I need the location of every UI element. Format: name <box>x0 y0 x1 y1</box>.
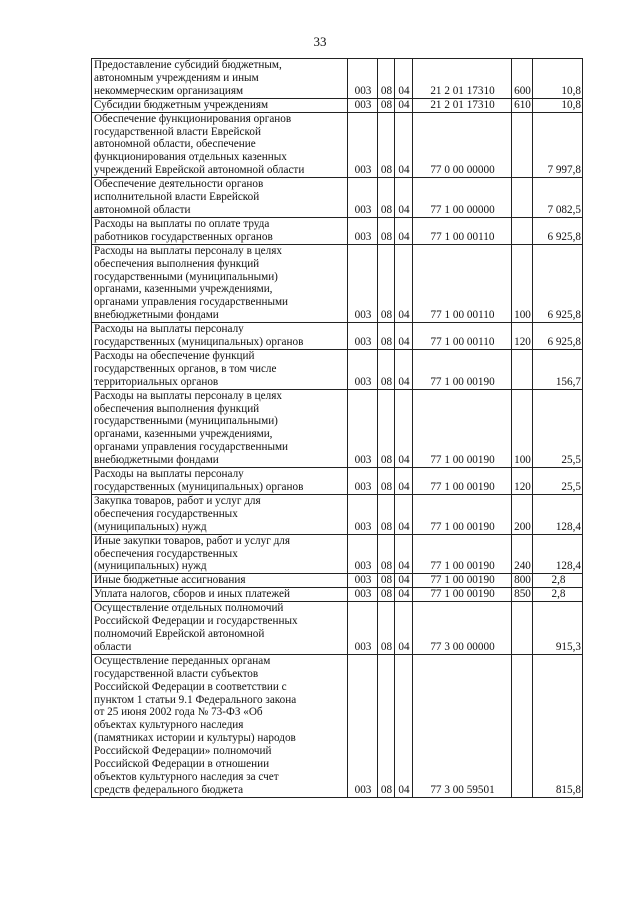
target-article-code: 77 1 00 00190 <box>413 574 512 588</box>
subsection-code: 04 <box>395 59 413 99</box>
ministry-code: 003 <box>348 654 378 797</box>
subsection-code: 04 <box>395 534 413 574</box>
table-row <box>92 389 583 467</box>
table-row <box>92 112 583 178</box>
target-article-code: 21 2 01 17310 <box>413 98 512 112</box>
target-article-code: 77 0 00 00000 <box>413 112 512 178</box>
row-name: Осуществление переданных органам государственной власти субъектов Российской Федерации в соответствии с пунктом 1 статьи 9.1 Федерального закона от 25 июня 2002 года № 73-ФЗ «Об объектах культурного наследия (памятниках истории и культуры) народов Российской Федерации» полномочий Российской Федерации в отношении объектов культурного наследия за счет средств федерального бюджета <box>92 654 348 797</box>
section-code: 08 <box>378 389 395 467</box>
section-code: 08 <box>378 534 395 574</box>
target-article-code: 77 1 00 00110 <box>413 323 512 350</box>
section-code: 08 <box>378 59 395 99</box>
table-row <box>92 98 583 112</box>
table-row <box>92 323 583 350</box>
ministry-code: 003 <box>348 574 378 588</box>
subsection-code: 04 <box>395 98 413 112</box>
target-article-code: 77 1 00 00190 <box>413 534 512 574</box>
expense-type-code: 120 <box>512 468 533 495</box>
amount: 10,8 <box>533 98 583 112</box>
expense-type-code <box>512 654 533 797</box>
amount: 10,8 <box>533 59 583 99</box>
section-code: 08 <box>378 468 395 495</box>
expense-type-code <box>512 602 533 655</box>
table-row <box>92 534 583 574</box>
expense-type-code: 610 <box>512 98 533 112</box>
target-article-code: 77 1 00 00000 <box>413 178 512 218</box>
section-code: 08 <box>378 574 395 588</box>
table-row <box>92 574 583 588</box>
ministry-code: 003 <box>348 59 378 99</box>
page-number: 33 <box>313 34 327 49</box>
subsection-code: 04 <box>395 602 413 655</box>
ministry-code: 003 <box>348 349 378 389</box>
row-name: Расходы на выплаты персоналу государственных (муниципальных) органов <box>92 468 348 495</box>
amount: 2,8 <box>533 574 583 588</box>
expense-type-code: 600 <box>512 59 533 99</box>
ministry-code: 003 <box>348 323 378 350</box>
subsection-code: 04 <box>395 217 413 244</box>
subsection-code: 04 <box>395 178 413 218</box>
target-article-code: 77 1 00 00190 <box>413 389 512 467</box>
row-name: Иные закупки товаров, работ и услуг для обеспечения государственных (муниципальных) нужд <box>92 534 348 574</box>
amount: 815,8 <box>533 654 583 797</box>
section-code: 08 <box>378 217 395 244</box>
row-name: Уплата налогов, сборов и иных платежей <box>92 588 348 602</box>
target-article-code: 77 1 00 00190 <box>413 468 512 495</box>
expense-type-code <box>512 178 533 218</box>
ministry-code: 003 <box>348 178 378 218</box>
target-article-code: 21 2 01 17310 <box>413 59 512 99</box>
subsection-code: 04 <box>395 588 413 602</box>
ministry-code: 003 <box>348 588 378 602</box>
row-name: Осуществление отдельных полномочий Российской Федерации и государственных полномочий Еврейской автономной области <box>92 602 348 655</box>
row-name: Иные бюджетные ассигнования <box>92 574 348 588</box>
ministry-code: 003 <box>348 534 378 574</box>
expense-type-code: 850 <box>512 588 533 602</box>
ministry-code: 003 <box>348 468 378 495</box>
target-article-code: 77 3 00 00000 <box>413 602 512 655</box>
target-article-code: 77 1 00 00190 <box>413 588 512 602</box>
row-name: Расходы на выплаты персоналу в целях обеспечения выполнения функций государственными (муниципальными) органами, казенными учреждениями, органами управления государственными внебюджетными фондами <box>92 389 348 467</box>
section-code: 08 <box>378 178 395 218</box>
ministry-code: 003 <box>348 389 378 467</box>
row-name: Расходы на выплаты персоналу государственных (муниципальных) органов <box>92 323 348 350</box>
amount: 6 925,8 <box>533 244 583 322</box>
table-row <box>92 178 583 218</box>
expense-type-code: 100 <box>512 244 533 322</box>
expense-type-code: 240 <box>512 534 533 574</box>
amount: 915,3 <box>533 602 583 655</box>
section-code: 08 <box>378 323 395 350</box>
ministry-code: 003 <box>348 244 378 322</box>
ministry-code: 003 <box>348 98 378 112</box>
amount: 128,4 <box>533 494 583 534</box>
subsection-code: 04 <box>395 574 413 588</box>
table-row <box>92 654 583 797</box>
section-code: 08 <box>378 112 395 178</box>
amount: 2,8 <box>533 588 583 602</box>
ministry-code: 003 <box>348 602 378 655</box>
target-article-code: 77 1 00 00110 <box>413 244 512 322</box>
table-row <box>92 468 583 495</box>
section-code: 08 <box>378 588 395 602</box>
section-code: 08 <box>378 349 395 389</box>
subsection-code: 04 <box>395 323 413 350</box>
subsection-code: 04 <box>395 112 413 178</box>
amount: 25,5 <box>533 389 583 467</box>
table-row <box>92 217 583 244</box>
table-row <box>92 494 583 534</box>
ministry-code: 003 <box>348 112 378 178</box>
amount: 7 997,8 <box>533 112 583 178</box>
subsection-code: 04 <box>395 468 413 495</box>
table-row <box>92 602 583 655</box>
expense-type-code: 200 <box>512 494 533 534</box>
ministry-code: 003 <box>348 217 378 244</box>
budget-table <box>91 58 583 798</box>
subsection-code: 04 <box>395 654 413 797</box>
ministry-code: 003 <box>348 494 378 534</box>
row-name: Предоставление субсидий бюджетным, автономным учреждениям и иным некоммерческим организациям <box>92 59 348 99</box>
expense-type-code: 100 <box>512 389 533 467</box>
expense-type-code <box>512 112 533 178</box>
section-code: 08 <box>378 244 395 322</box>
target-article-code: 77 1 00 00190 <box>413 494 512 534</box>
row-name: Обеспечение деятельности органов исполнительной власти Еврейской автономной области <box>92 178 348 218</box>
amount: 25,5 <box>533 468 583 495</box>
section-code: 08 <box>378 602 395 655</box>
amount: 156,7 <box>533 349 583 389</box>
row-name: Расходы на выплаты персоналу в целях обеспечения выполнения функций государственными (муниципальными) органами, казенными учреждениями, органами управления государственными внебюджетными фондами <box>92 244 348 322</box>
expense-type-code: 120 <box>512 323 533 350</box>
section-code: 08 <box>378 654 395 797</box>
table-row <box>92 244 583 322</box>
expense-type-code <box>512 217 533 244</box>
table-row <box>92 349 583 389</box>
target-article-code: 77 1 00 00110 <box>413 217 512 244</box>
table-row <box>92 59 583 99</box>
amount: 7 082,5 <box>533 178 583 218</box>
table-row <box>92 588 583 602</box>
row-name: Расходы на выплаты по оплате труда работников государственных органов <box>92 217 348 244</box>
subsection-code: 04 <box>395 494 413 534</box>
amount: 6 925,8 <box>533 323 583 350</box>
subsection-code: 04 <box>395 389 413 467</box>
amount: 128,4 <box>533 534 583 574</box>
expense-type-code: 800 <box>512 574 533 588</box>
subsection-code: 04 <box>395 349 413 389</box>
row-name: Обеспечение функционирования органов государственной власти Еврейской автономной области, обеспечение функционирования отдельных казенных учреждений Еврейской автономной области <box>92 112 348 178</box>
target-article-code: 77 1 00 00190 <box>413 349 512 389</box>
subsection-code: 04 <box>395 244 413 322</box>
row-name: Расходы на обеспечение функций государственных органов, в том числе территориальных органов <box>92 349 348 389</box>
target-article-code: 77 3 00 59501 <box>413 654 512 797</box>
section-code: 08 <box>378 494 395 534</box>
section-code: 08 <box>378 98 395 112</box>
amount: 6 925,8 <box>533 217 583 244</box>
row-name: Субсидии бюджетным учреждениям <box>92 98 348 112</box>
row-name: Закупка товаров, работ и услуг для обеспечения государственных (муниципальных) нужд <box>92 494 348 534</box>
expense-type-code <box>512 349 533 389</box>
